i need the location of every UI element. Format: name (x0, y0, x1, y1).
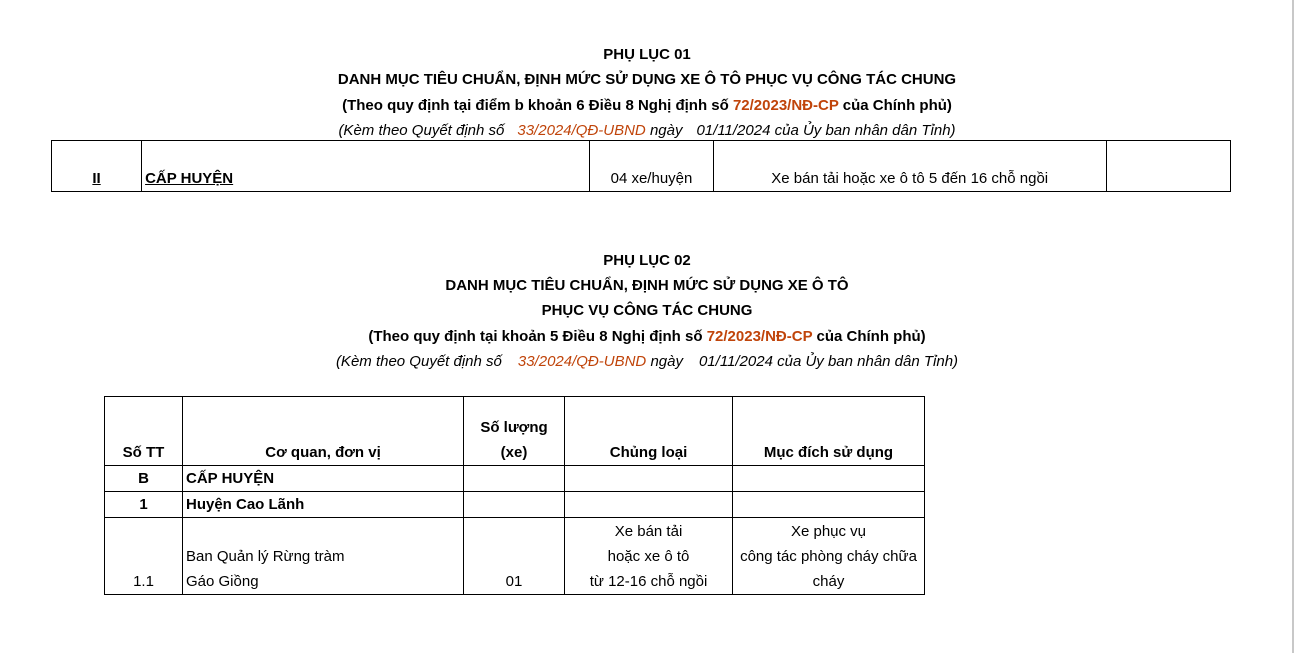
appendix2-table (104, 396, 925, 595)
appendix1-row-quantity: 04 xe/huyện (590, 141, 713, 192)
row-purpose-line1: Xe phục vụ (790, 523, 867, 540)
row-type-line3: từ 12-16 chỗ ngồi (589, 573, 708, 590)
row-type (565, 492, 733, 518)
appendix2-attachment (0, 352, 1294, 372)
row-purpose-line2: công tác phòng cháy chữa (740, 548, 917, 565)
row-purpose (733, 466, 925, 492)
appendix2-attach-prefix: (Kèm theo Quyết định số (335, 353, 502, 370)
row-quantity (464, 492, 565, 518)
row-type-line1: Xe bán tải (614, 523, 683, 540)
header-quantity (464, 397, 565, 466)
row-unit (183, 518, 464, 595)
header-no: Số TT (105, 397, 183, 466)
appendix1-attach-date: 01/11/2024 của Ủy ban nhân dân Tỉnh) (696, 122, 956, 139)
appendix1-basis-suffix: của Chính phủ) (838, 97, 952, 114)
row-quantity: 01 (464, 518, 565, 595)
appendix1-attachment (0, 121, 1294, 141)
table-row (105, 518, 925, 595)
appendix1-attach-decision: 33/2024/QĐ-UBND (517, 122, 646, 139)
appendix1-attach-mid: ngày (649, 122, 683, 139)
appendix1-basis-decree: 72/2023/NĐ-CP (732, 97, 839, 114)
row-unit-line2: Gáo Giồng (186, 573, 259, 590)
table-row (105, 466, 925, 492)
appendix2-basis (0, 327, 1294, 347)
row-purpose (733, 492, 925, 518)
appendix1-row-type: Xe bán tải hoặc xe ô tô 5 đến 16 chỗ ngồi (713, 141, 1106, 192)
row-unit: Huyện Cao Lãnh (183, 492, 464, 518)
appendix1-basis (0, 96, 1294, 116)
row-purpose-line3: cháy (812, 573, 845, 590)
row-unit: CẤP HUYỆN (183, 466, 464, 492)
appendix2-basis-prefix: (Theo quy định tại khoản 5 Điều 8 Nghị định số (368, 328, 707, 345)
appendix2-heading: PHỤ LỤC 02 (603, 252, 691, 269)
appendix2-attach-mid: ngày (650, 353, 683, 370)
row-no: 1.1 (105, 518, 183, 595)
table-row (105, 492, 925, 518)
row-no: 1 (105, 492, 183, 518)
appendix1-basis-prefix: (Theo quy định tại điểm b khoản 6 Điều 8 Nghị định số (342, 97, 733, 114)
header-type: Chủng loại (565, 397, 733, 466)
appendix1-table (51, 140, 1231, 192)
appendix2-attach-decision: 33/2024/QĐ-UBND (517, 353, 647, 370)
row-type (565, 518, 733, 595)
appendix2-title-line1: DANH MỤC TIÊU CHUẨN, ĐỊNH MỨC SỬ DỤNG XE Ô TÔ (445, 277, 849, 294)
table-row (52, 141, 1231, 192)
row-no: B (105, 466, 183, 492)
header-purpose: Mục đích sử dụng (733, 397, 925, 466)
appendix1-heading: PHỤ LỤC 01 (603, 46, 691, 63)
row-purpose (733, 518, 925, 595)
appendix2-basis-suffix: của Chính phủ) (812, 328, 926, 345)
row-type-line2: hoặc xe ô tô (607, 548, 690, 565)
table-header-row (105, 397, 925, 466)
header-quantity-line2: (xe) (500, 444, 528, 461)
appendix1-row-no: II (52, 141, 142, 192)
appendix2-basis-decree: 72/2023/NĐ-CP (706, 328, 813, 345)
header-unit: Cơ quan, đơn vị (183, 397, 464, 466)
row-quantity (464, 466, 565, 492)
appendix1-attach-prefix: (Kèm theo Quyết định số (338, 122, 505, 139)
appendix1-title: DANH MỤC TIÊU CHUẨN, ĐỊNH MỨC SỬ DỤNG XE Ô TÔ PHỤC VỤ CÔNG TÁC CHUNG (337, 71, 957, 88)
appendix1-row-purpose (1106, 141, 1230, 192)
appendix2-title-line2: PHỤC VỤ CÔNG TÁC CHUNG (541, 302, 753, 319)
appendix2-attach-date: 01/11/2024 của Ủy ban nhân dân Tỉnh) (698, 353, 959, 370)
row-type (565, 466, 733, 492)
header-quantity-line1: Số lượng (480, 419, 548, 436)
appendix1-row-unit: CẤP HUYỆN (142, 141, 590, 192)
row-unit-line1: Ban Quản lý Rừng tràm (186, 548, 345, 565)
